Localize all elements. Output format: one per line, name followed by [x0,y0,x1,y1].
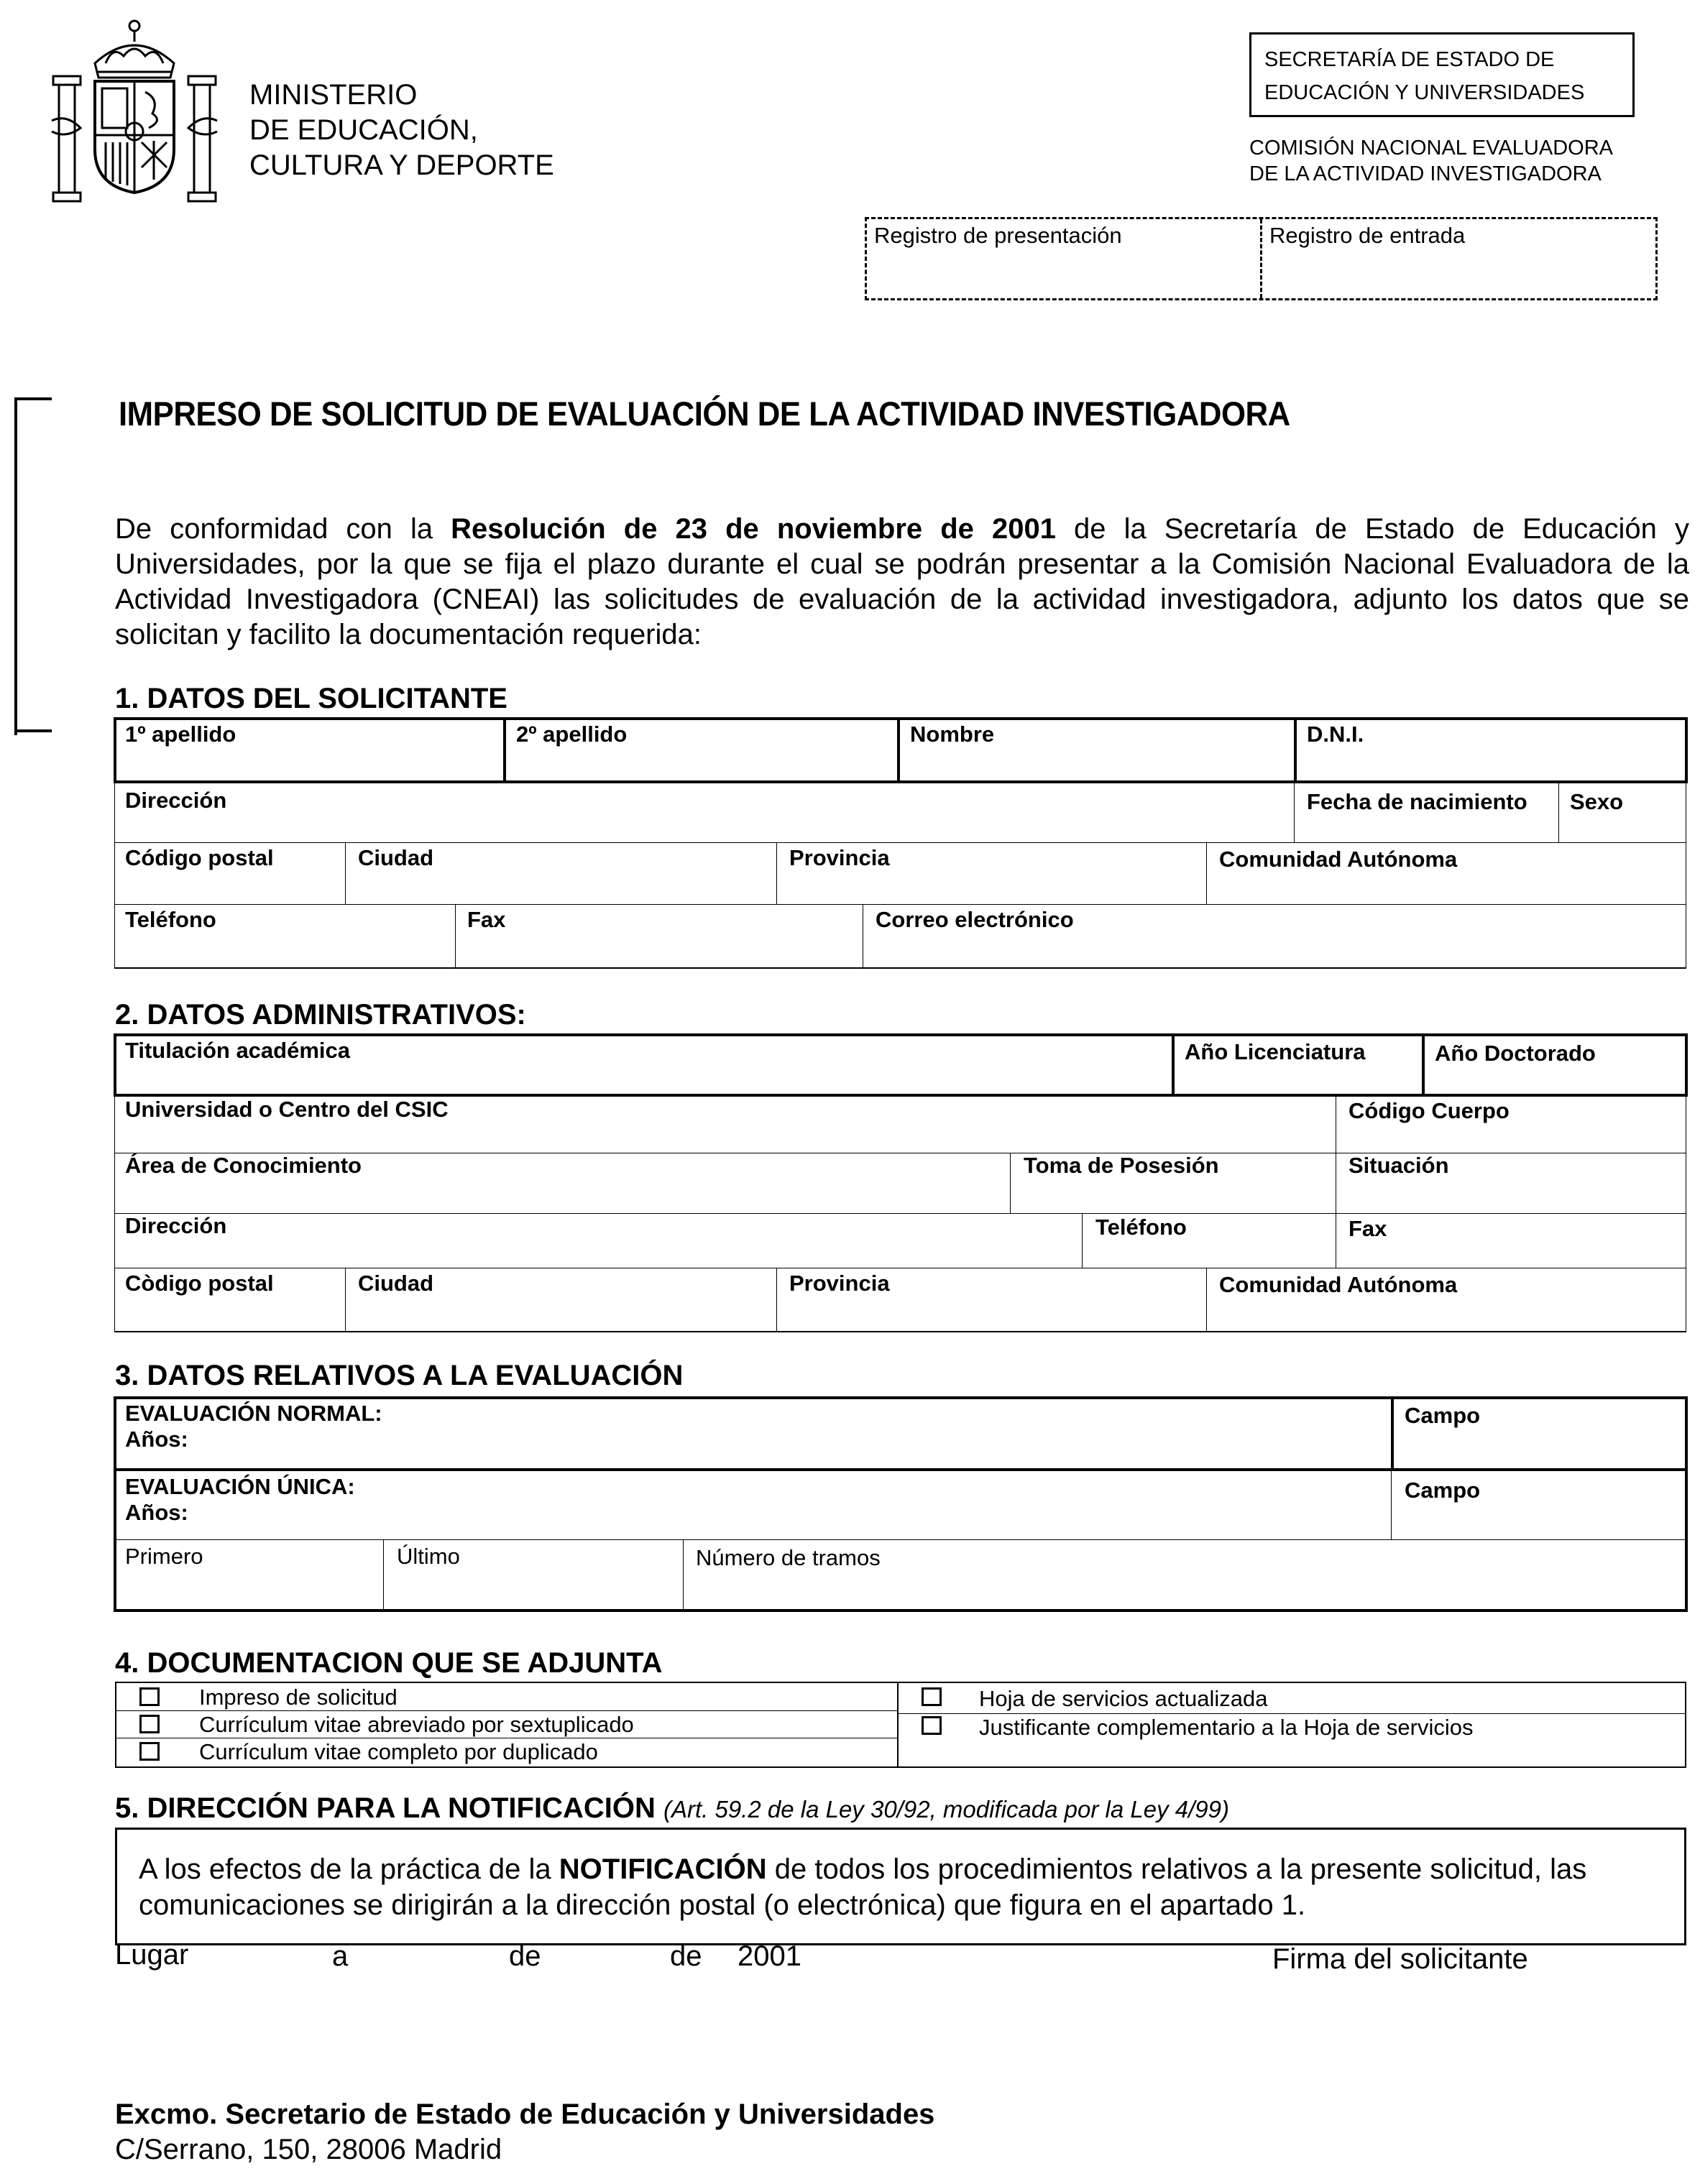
apellido2-field[interactable]: 2º apellido [516,722,628,747]
divider [1558,783,1559,842]
divider [1206,842,1207,904]
form-title: IMPRESO DE SOLICITUD DE EVALUACIÓN DE LA ACTIVIDAD INVESTIGADORA [119,395,1290,433]
divider [503,717,506,783]
provincia-admin-field[interactable]: Provincia [789,1271,890,1296]
correo-field[interactable]: Correo electrónico [876,907,1074,932]
divider [1172,1033,1175,1097]
divider [345,1268,346,1331]
secretaria-line: EDUCACIÓN Y UNIVERSIDADES [1264,81,1585,104]
divider [345,842,346,904]
doc-justificante-label: Justificante complementario a la Hoja de servicios [979,1715,1474,1740]
evaluacion-normal-anos-label: Años: [125,1427,188,1452]
comision-line: DE LA ACTIVIDAD INVESTIGADORA [1249,162,1602,185]
section5-title [115,1792,1229,1825]
evaluacion-normal-label: EVALUACIÓN NORMAL: [125,1401,382,1426]
divider [897,717,900,783]
notification-text: A los efectos de la práctica de la [139,1853,559,1885]
comision-label [1249,135,1613,187]
doc-cv-abreviado-label: Currículum vitae abreviado por sextuplicado [199,1712,634,1737]
comision-line: COMISIÓN NACIONAL EVALUADORA [1249,137,1613,160]
comunidad-admin-field[interactable]: Comunidad Autónoma [1219,1272,1458,1297]
divider [383,1539,384,1611]
nombre-field[interactable]: Nombre [910,722,995,747]
fax-admin-field[interactable]: Fax [1348,1216,1387,1241]
intro-resolution: Resolución de 23 de noviembre de 2001 [451,513,1056,545]
direccion-field[interactable]: Dirección [125,788,227,813]
area-field[interactable]: Área de Conocimiento [125,1153,362,1178]
doc-impreso-label: Impreso de solicitud [199,1685,398,1710]
primero-field[interactable]: Primero [125,1544,203,1569]
intro-text-rest: de la Secretaría de Estado de Educación y Universidades, por la que se fija el plazo durante el cual se podrán presentar a la Comisión Nacional Evaluadora de la Actividad Investigadora (CNEAI) las solicitudes de evaluación de la actividad investigadora, adjunto los datos que se solicitan y facilito la documentación requerida: [115,513,1689,650]
a-label: a [332,1940,349,1972]
ministry-line: MINISTERIO [249,79,418,111]
fecha-nacimiento-field[interactable]: Fecha de nacimiento [1307,789,1527,814]
divider [1010,1153,1011,1213]
comunidad-field[interactable]: Comunidad Autónoma [1219,847,1458,872]
divider [455,904,456,967]
sexo-field[interactable]: Sexo [1570,789,1624,814]
name-row-box [114,717,1688,783]
addressee-name: Excmo. Secretario de Estado de Educación y Universidades [115,2098,935,2130]
checkbox-cv-completo[interactable] [139,1742,160,1761]
border-left [114,1097,115,1331]
fax-field[interactable]: Fax [467,907,506,932]
codigo-postal-admin-field[interactable]: Còdigo postal [125,1271,274,1296]
titulacion-field[interactable]: Titulación académica [125,1038,350,1063]
row-line [897,1713,1685,1714]
divider [897,1683,899,1766]
row-line [114,1213,1686,1214]
documentation-box [115,1682,1686,1768]
notification-text-rest: de todos los procedimientos relativos a la presente solicitud, las comunicaciones se dirigirán a la dirección postal (o electrónica) que figura en el apartado 1. [139,1853,1587,1921]
coat-of-arms-icon [45,13,224,207]
section3-title: 3. DATOS RELATIVOS A LA EVALUACIÓN [115,1360,684,1391]
ano-licenciatura-field[interactable]: Año Licenciatura [1185,1039,1366,1064]
checkbox-cv-abreviado[interactable] [139,1715,160,1733]
checkbox-hoja-servicios[interactable] [922,1687,942,1706]
doc-cv-completo-label: Currículum vitae completo por duplicado [199,1739,598,1764]
firma-label[interactable]: Firma del solicitante [1272,1943,1528,1975]
addressee-block [115,2097,934,2167]
row-line [114,967,1686,969]
registro-entrada-label: Registro de entrada [1269,223,1466,248]
toma-posesion-field[interactable]: Toma de Posesión [1024,1153,1219,1178]
registro-box [865,217,1658,300]
row-line [114,1539,1688,1540]
dni-field[interactable]: D.N.I. [1307,722,1364,747]
notification-bold: NOTIFICACIÓN [559,1853,767,1885]
divider [1391,1468,1392,1539]
ciudad-admin-field[interactable]: Ciudad [358,1271,434,1296]
de-label: de [509,1940,541,1972]
ciudad-field[interactable]: Ciudad [358,845,434,870]
evaluacion-unica-field[interactable] [116,1471,364,1529]
border-left [114,783,115,967]
section1-title: 1. DATOS DEL SOLICITANTE [115,683,507,714]
registro-presentacion-field[interactable] [867,219,1262,298]
divider [776,1268,777,1331]
ministry-line: CULTURA Y DEPORTE [249,149,554,181]
year-label: 2001 [738,1940,801,1972]
ministry-name [249,78,554,183]
intro-text: De conformidad con la [115,513,451,545]
lugar-label[interactable]: Lugar [115,1939,189,1971]
doc-hoja-servicios-label: Hoja de servicios actualizada [979,1686,1268,1711]
evaluacion-unica-anos-label: Años: [125,1500,188,1525]
direccion-admin-field[interactable]: Dirección [125,1213,227,1238]
evaluacion-unica-label: EVALUACIÓN ÚNICA: [125,1474,355,1499]
title-bracket [14,397,52,735]
telefono-field[interactable]: Teléfono [125,907,216,932]
divider [1294,717,1297,783]
apellido1-field[interactable]: 1º apellido [125,722,236,747]
section4-title: 4. DOCUMENTACION QUE SE ADJUNTA [115,1647,663,1679]
tramos-field[interactable]: Número de tramos [696,1545,881,1570]
intro-paragraph [115,512,1689,653]
de-label: de [670,1940,702,1972]
section5-law-ref: (Art. 59.2 de la Ley 30/92, modificada por la Ley 4/99) [663,1796,1229,1823]
notification-box [115,1828,1686,1945]
evaluacion-normal-field[interactable] [116,1398,391,1455]
divider [1294,783,1295,842]
row-line [116,1710,897,1711]
divider [683,1539,684,1611]
section2-title: 2. DATOS ADMINISTRATIVOS: [115,999,526,1031]
divider [1206,1268,1207,1331]
checkbox-justificante[interactable] [922,1716,942,1735]
addressee-address: C/Serrano, 150, 28006 Madrid [115,2134,502,2165]
registro-presentacion-label: Registro de presentación [874,223,1122,248]
telefono-admin-field[interactable]: Teléfono [1095,1215,1187,1240]
ministry-line: DE EDUCACIÓN, [249,114,478,146]
situacion-field[interactable]: Situación [1348,1153,1449,1178]
ultimo-field[interactable]: Último [397,1544,460,1569]
checkbox-impreso[interactable] [139,1687,160,1706]
title-bracket-foot [14,729,52,732]
universidad-field[interactable]: Universidad o Centro del CSIC [125,1097,449,1122]
secretaria-line: SECRETARÍA DE ESTADO DE [1264,48,1555,71]
row-line [114,1331,1686,1332]
codigo-cuerpo-field[interactable]: Código Cuerpo [1348,1098,1510,1123]
secretaria-box [1249,32,1635,117]
divider [1082,1213,1083,1268]
section5-title-text: 5. DIRECCIÓN PARA LA NOTIFICACIÓN [115,1792,656,1824]
ano-doctorado-field[interactable]: Año Doctorado [1435,1041,1596,1066]
codigo-postal-field[interactable]: Código postal [125,845,274,870]
divider [1422,1033,1425,1097]
divider [776,842,777,904]
campo-normal-field[interactable]: Campo [1405,1403,1481,1428]
provincia-field[interactable]: Provincia [789,845,890,870]
divider [1391,1396,1394,1468]
registro-entrada-field[interactable] [1262,219,1655,298]
campo-unica-field[interactable]: Campo [1405,1478,1481,1503]
